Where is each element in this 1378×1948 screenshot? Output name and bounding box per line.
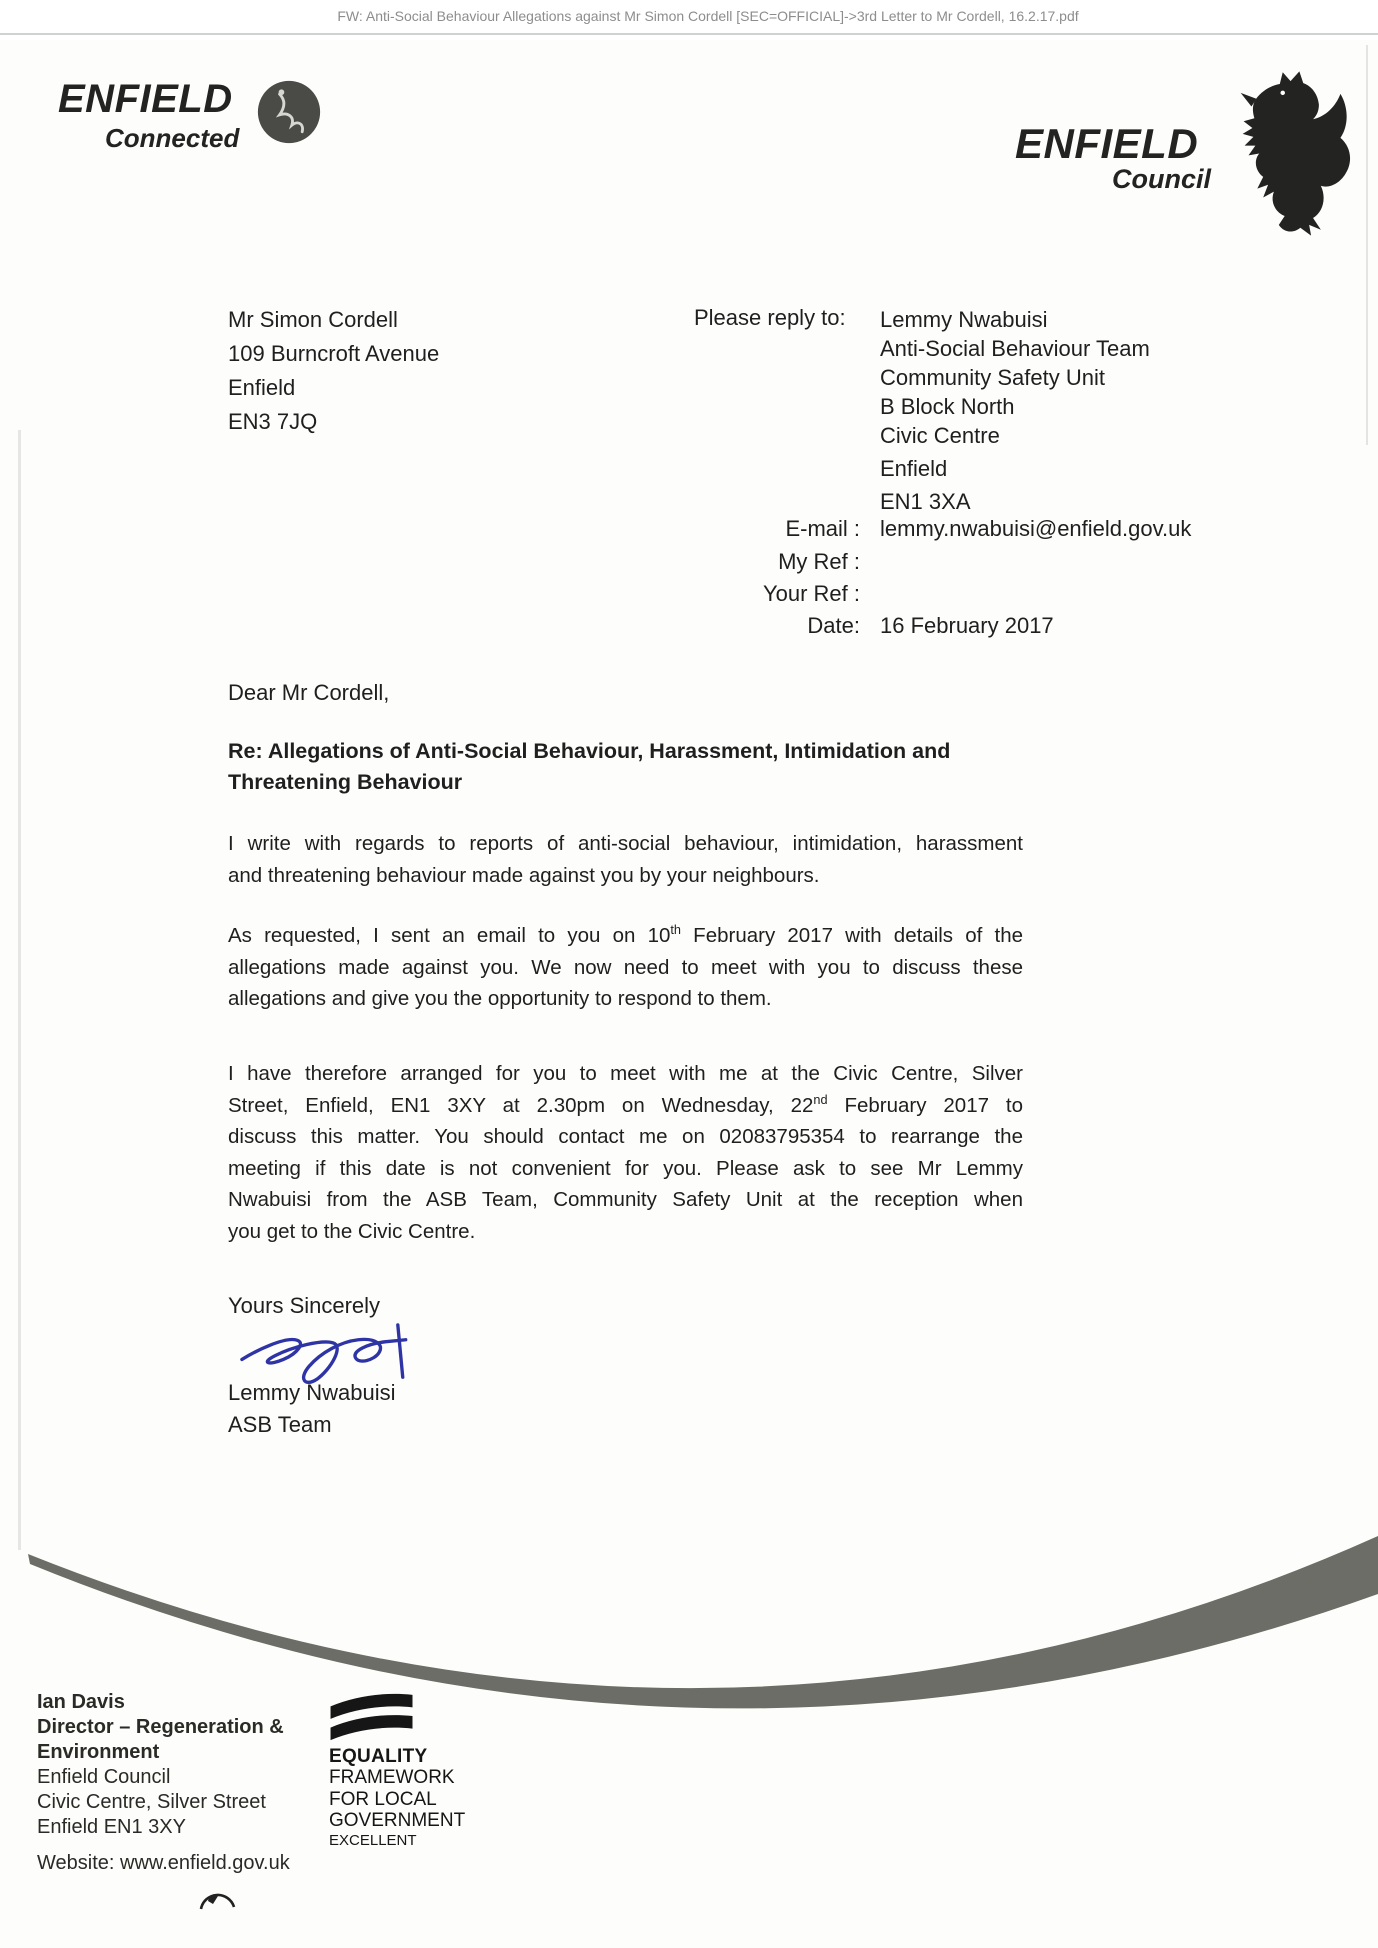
reply-line: Lemmy Nwabuisi: [880, 307, 1048, 332]
reply-line: Community Safety Unit: [880, 365, 1105, 390]
paragraph-1: [228, 828, 1023, 891]
letter-text: February 2017 to: [827, 1093, 1023, 1117]
ordinal-superscript: nd: [813, 1091, 828, 1107]
reply-line: EN1 3XA: [880, 489, 971, 514]
scan-edge-artifact: [18, 430, 21, 1550]
letter-text: Street, Enfield, EN1 3XY at 2.30pm on Wednesday, 22: [228, 1093, 814, 1117]
reply-line: B Block North: [880, 394, 1015, 419]
email-value: lemmy.nwabuisi@enfield.gov.uk: [880, 516, 1192, 541]
signer-team: ASB Team: [228, 1412, 332, 1437]
letter-line: discuss this matter. You should contact me on 02083795354 to rearrange the: [228, 1125, 1023, 1148]
equality-logo-text: EQUALITY: [329, 1746, 428, 1767]
equality-logo-text: GOVERNMENT: [329, 1810, 466, 1831]
letter-line: I write with regards to reports of anti-social behaviour, intimidation, harassment: [228, 832, 1023, 855]
email-label: E-mail :: [785, 516, 860, 541]
equality-logo-text: FOR LOCAL: [329, 1789, 437, 1810]
letter-text: February 2017 with details of the: [681, 924, 1023, 947]
window-title: FW: Anti-Social Behaviour Allegations against Mr Simon Cordell [SEC=OFFICIAL]->3rd Letter to Mr Cordell, 16.2.17.pdf: [337, 8, 1079, 24]
letter-line: allegations and give you the opportunity to respond to them.: [228, 987, 772, 1010]
my-ref-label: My Ref :: [778, 549, 860, 574]
subject-line: Re: Allegations of Anti-Social Behaviour, Harassment, Intimidation and: [228, 739, 951, 763]
titlebar-divider: [0, 33, 1378, 35]
recipient-line: 109 Burncroft Avenue: [228, 341, 440, 366]
equality-logo-text: FRAMEWORK: [329, 1767, 455, 1788]
enfield-council-logo: [1012, 64, 1364, 240]
letter-line: [228, 920, 1023, 952]
closing-line: Yours Sincerely: [228, 1293, 381, 1318]
equality-bars-icon: [328, 1690, 416, 1744]
paragraph-3: [228, 1058, 1023, 1247]
enfield-connected-logo: [58, 75, 348, 170]
recipient-line: Enfield: [228, 375, 296, 400]
footer-org: Enfield Council: [37, 1766, 171, 1788]
reply-to-address-block: [880, 305, 1150, 516]
letter-line: allegations made against you. We now need to meet with you to discuss these: [228, 955, 1023, 979]
subject-line: Threatening Behaviour: [228, 770, 463, 794]
reply-line: Enfield: [880, 456, 948, 481]
footer-director-title: Environment: [37, 1741, 160, 1763]
recipient-address-block: [228, 303, 439, 439]
enfield-connected-subtitle: Connected: [105, 123, 240, 153]
enfield-connected-wordmark: ENFIELD: [58, 77, 233, 121]
subject-heading: [228, 736, 1028, 798]
heraldic-beast-icon: [1227, 66, 1359, 238]
equality-logo-text: EXCELLENT: [329, 1832, 417, 1849]
salutation: Dear Mr Cordell,: [228, 680, 390, 705]
recipient-line: EN3 7JQ: [228, 409, 318, 434]
letter-line: you get to the Civic Centre.: [228, 1219, 476, 1243]
enfield-council-wordmark: ENFIELD: [1015, 120, 1199, 167]
recipient-line: Mr Simon Cordell: [228, 307, 398, 332]
reply-to-label: Please reply to:: [694, 305, 846, 330]
reply-line: Anti-Social Behaviour Team: [880, 336, 1150, 361]
footer-contact-block: [37, 1690, 284, 1840]
letter-line: meeting if this date is not convenient for you. Please ask to see Mr Lemmy: [228, 1156, 1023, 1180]
footer-director-title: Director – Regeneration &: [37, 1716, 284, 1738]
paragraph-2: [228, 920, 1023, 1015]
footer-director-name: Ian Davis: [37, 1691, 125, 1713]
ordinal-superscript: th: [670, 922, 681, 938]
signer-name: Lemmy Nwabuisi: [228, 1380, 396, 1405]
your-ref-label: Your Ref :: [762, 581, 860, 606]
enfield-council-subtitle: Council: [1112, 164, 1211, 194]
scan-edge-artifact: [1366, 45, 1368, 445]
letter-text: As requested, I sent an email to you on 10: [228, 924, 671, 947]
footer-address: Enfield EN1 3XY: [37, 1816, 186, 1838]
letter-line: I have therefore arranged for you to meet with me at the Civic Centre, Silver: [228, 1062, 1023, 1085]
date-value: 16 February 2017: [880, 613, 1054, 638]
letter-line: and threatening behaviour made against you by your neighbours.: [228, 863, 820, 887]
reply-line: Civic Centre: [880, 423, 1000, 448]
footer-address: Civic Centre, Silver Street: [37, 1791, 266, 1813]
enfield-crest-badge-icon: [256, 79, 322, 145]
date-label: Date:: [807, 613, 860, 638]
partial-circle-mark-icon: [198, 1884, 238, 1912]
letter-line: [228, 1090, 1023, 1122]
letter-line: Nwabuisi from the ASB Team, Community Safety Unit at the reception when: [228, 1188, 1023, 1211]
footer-website: Website: www.enfield.gov.uk: [37, 1852, 290, 1874]
